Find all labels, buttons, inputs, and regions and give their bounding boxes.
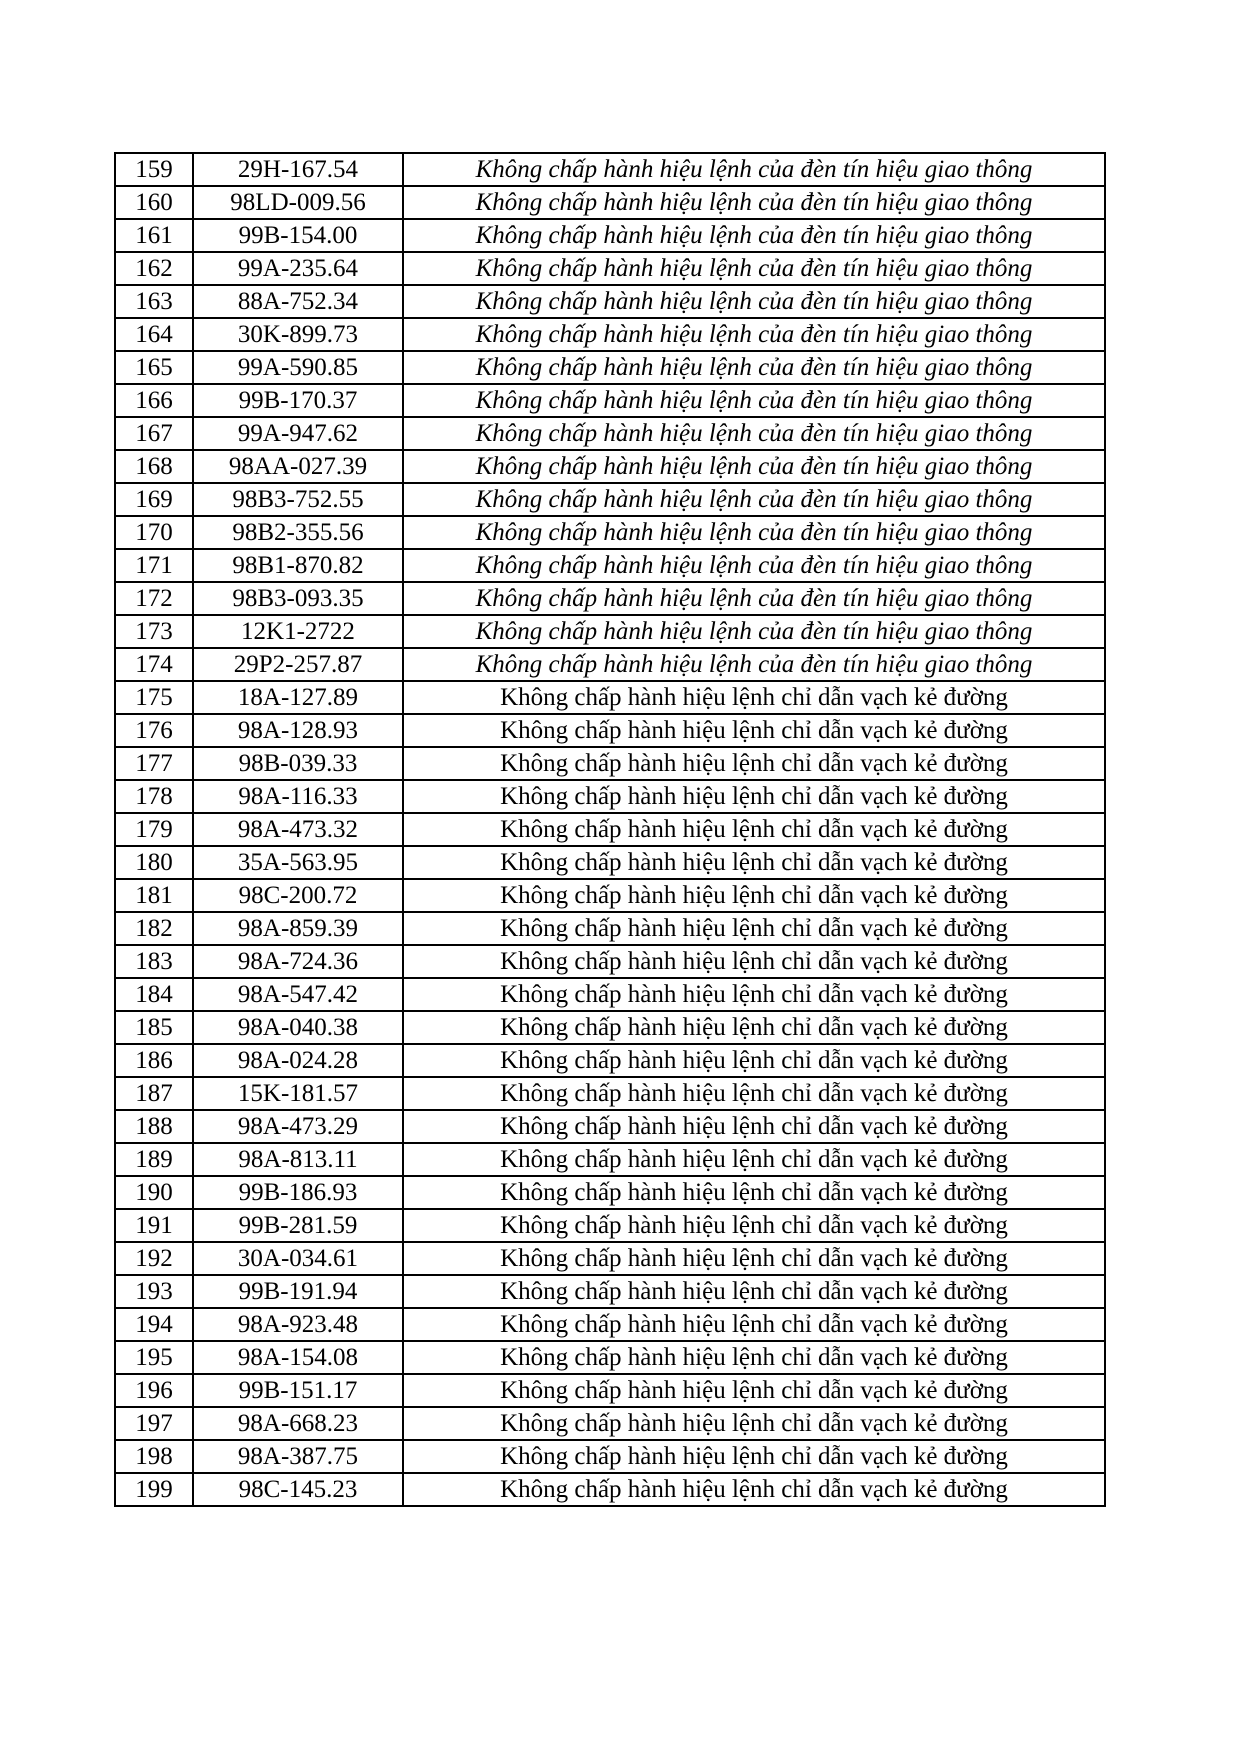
- violation-cell: Không chấp hành hiệu lệnh chỉ dẫn vạch kẻ đường: [403, 1044, 1105, 1077]
- row-number-cell: 193: [115, 1275, 193, 1308]
- violation-cell: Không chấp hành hiệu lệnh của đèn tín hiệu giao thông: [403, 219, 1105, 252]
- table-row: [115, 1077, 1105, 1110]
- violation-cell: Không chấp hành hiệu lệnh của đèn tín hiệu giao thông: [403, 648, 1105, 681]
- license-plate-cell: 99A-947.62: [193, 417, 403, 450]
- row-number-cell: 162: [115, 252, 193, 285]
- license-plate-cell: 99B-170.37: [193, 384, 403, 417]
- row-number-cell: 179: [115, 813, 193, 846]
- license-plate-cell: 99B-281.59: [193, 1209, 403, 1242]
- row-number-cell: 177: [115, 747, 193, 780]
- license-plate-cell: 98B2-355.56: [193, 516, 403, 549]
- violation-cell: Không chấp hành hiệu lệnh chỉ dẫn vạch kẻ đường: [403, 780, 1105, 813]
- violation-cell: Không chấp hành hiệu lệnh chỉ dẫn vạch kẻ đường: [403, 912, 1105, 945]
- row-number-cell: 168: [115, 450, 193, 483]
- table-row: [115, 1473, 1105, 1506]
- row-number-cell: 192: [115, 1242, 193, 1275]
- license-plate-cell: 98A-724.36: [193, 945, 403, 978]
- table-row: [115, 648, 1105, 681]
- table-row: [115, 1143, 1105, 1176]
- row-number-cell: 186: [115, 1044, 193, 1077]
- violation-cell: Không chấp hành hiệu lệnh chỉ dẫn vạch kẻ đường: [403, 1275, 1105, 1308]
- violation-cell: Không chấp hành hiệu lệnh chỉ dẫn vạch kẻ đường: [403, 813, 1105, 846]
- table-row: [115, 318, 1105, 351]
- row-number-cell: 188: [115, 1110, 193, 1143]
- table-row: [115, 582, 1105, 615]
- license-plate-cell: 98A-024.28: [193, 1044, 403, 1077]
- violation-cell: Không chấp hành hiệu lệnh chỉ dẫn vạch kẻ đường: [403, 879, 1105, 912]
- table-row: [115, 285, 1105, 318]
- violation-cell: Không chấp hành hiệu lệnh chỉ dẫn vạch kẻ đường: [403, 1473, 1105, 1506]
- table-row: [115, 1242, 1105, 1275]
- license-plate-cell: 98A-473.32: [193, 813, 403, 846]
- violation-cell: Không chấp hành hiệu lệnh chỉ dẫn vạch kẻ đường: [403, 846, 1105, 879]
- license-plate-cell: 98A-116.33: [193, 780, 403, 813]
- table-row: [115, 1011, 1105, 1044]
- table-row: [115, 1440, 1105, 1473]
- row-number-cell: 166: [115, 384, 193, 417]
- row-number-cell: 173: [115, 615, 193, 648]
- license-plate-cell: 98A-154.08: [193, 1341, 403, 1374]
- violation-cell: Không chấp hành hiệu lệnh của đèn tín hiệu giao thông: [403, 351, 1105, 384]
- license-plate-cell: 35A-563.95: [193, 846, 403, 879]
- violation-cell: Không chấp hành hiệu lệnh của đèn tín hiệu giao thông: [403, 483, 1105, 516]
- license-plate-cell: 88A-752.34: [193, 285, 403, 318]
- table-row: [115, 219, 1105, 252]
- table-row: [115, 516, 1105, 549]
- license-plate-cell: 99A-590.85: [193, 351, 403, 384]
- license-plate-cell: 98B3-093.35: [193, 582, 403, 615]
- row-number-cell: 194: [115, 1308, 193, 1341]
- license-plate-cell: 98A-668.23: [193, 1407, 403, 1440]
- violation-cell: Không chấp hành hiệu lệnh chỉ dẫn vạch kẻ đường: [403, 681, 1105, 714]
- row-number-cell: 191: [115, 1209, 193, 1242]
- table-row: [115, 1308, 1105, 1341]
- violation-cell: Không chấp hành hiệu lệnh của đèn tín hiệu giao thông: [403, 450, 1105, 483]
- table-row: [115, 1275, 1105, 1308]
- table-row: [115, 384, 1105, 417]
- violation-cell: Không chấp hành hiệu lệnh của đèn tín hiệu giao thông: [403, 582, 1105, 615]
- row-number-cell: 163: [115, 285, 193, 318]
- violation-cell: Không chấp hành hiệu lệnh chỉ dẫn vạch kẻ đường: [403, 747, 1105, 780]
- violation-cell: Không chấp hành hiệu lệnh của đèn tín hiệu giao thông: [403, 285, 1105, 318]
- table-row: [115, 186, 1105, 219]
- table-row: [115, 978, 1105, 1011]
- license-plate-cell: 98A-813.11: [193, 1143, 403, 1176]
- table-row: [115, 1110, 1105, 1143]
- license-plate-cell: 30A-034.61: [193, 1242, 403, 1275]
- table-row: [115, 879, 1105, 912]
- table-row: [115, 912, 1105, 945]
- table-row: [115, 1209, 1105, 1242]
- row-number-cell: 160: [115, 186, 193, 219]
- row-number-cell: 161: [115, 219, 193, 252]
- license-plate-cell: 98A-128.93: [193, 714, 403, 747]
- row-number-cell: 164: [115, 318, 193, 351]
- license-plate-cell: 99B-191.94: [193, 1275, 403, 1308]
- table-row: [115, 813, 1105, 846]
- row-number-cell: 198: [115, 1440, 193, 1473]
- violation-cell: Không chấp hành hiệu lệnh chỉ dẫn vạch kẻ đường: [403, 1374, 1105, 1407]
- table-row: [115, 1374, 1105, 1407]
- table-row: [115, 417, 1105, 450]
- violation-cell: Không chấp hành hiệu lệnh chỉ dẫn vạch kẻ đường: [403, 1407, 1105, 1440]
- violation-cell: Không chấp hành hiệu lệnh chỉ dẫn vạch kẻ đường: [403, 1242, 1105, 1275]
- license-plate-cell: 12K1-2722: [193, 615, 403, 648]
- row-number-cell: 165: [115, 351, 193, 384]
- table-row: [115, 483, 1105, 516]
- license-plate-cell: 98A-040.38: [193, 1011, 403, 1044]
- table-row: [115, 681, 1105, 714]
- license-plate-cell: 99B-154.00: [193, 219, 403, 252]
- row-number-cell: 189: [115, 1143, 193, 1176]
- row-number-cell: 172: [115, 582, 193, 615]
- license-plate-cell: 98LD-009.56: [193, 186, 403, 219]
- row-number-cell: 174: [115, 648, 193, 681]
- table-row: [115, 615, 1105, 648]
- violation-cell: Không chấp hành hiệu lệnh chỉ dẫn vạch kẻ đường: [403, 945, 1105, 978]
- row-number-cell: 195: [115, 1341, 193, 1374]
- row-number-cell: 190: [115, 1176, 193, 1209]
- table-row: [115, 1044, 1105, 1077]
- violation-cell: Không chấp hành hiệu lệnh chỉ dẫn vạch kẻ đường: [403, 1110, 1105, 1143]
- license-plate-cell: 98B1-870.82: [193, 549, 403, 582]
- table-row: [115, 351, 1105, 384]
- table-body: [115, 153, 1105, 1506]
- license-plate-cell: 98B3-752.55: [193, 483, 403, 516]
- violation-cell: Không chấp hành hiệu lệnh của đèn tín hiệu giao thông: [403, 186, 1105, 219]
- table-row: [115, 846, 1105, 879]
- table-row: [115, 153, 1105, 186]
- row-number-cell: 183: [115, 945, 193, 978]
- table-row: [115, 747, 1105, 780]
- violation-cell: Không chấp hành hiệu lệnh của đèn tín hiệu giao thông: [403, 252, 1105, 285]
- table-row: [115, 1341, 1105, 1374]
- row-number-cell: 197: [115, 1407, 193, 1440]
- table-row: [115, 780, 1105, 813]
- row-number-cell: 176: [115, 714, 193, 747]
- license-plate-cell: 98C-145.23: [193, 1473, 403, 1506]
- violation-cell: Không chấp hành hiệu lệnh chỉ dẫn vạch kẻ đường: [403, 1440, 1105, 1473]
- row-number-cell: 196: [115, 1374, 193, 1407]
- row-number-cell: 187: [115, 1077, 193, 1110]
- violation-cell: Không chấp hành hiệu lệnh chỉ dẫn vạch kẻ đường: [403, 1011, 1105, 1044]
- violation-cell: Không chấp hành hiệu lệnh của đèn tín hiệu giao thông: [403, 384, 1105, 417]
- violation-cell: Không chấp hành hiệu lệnh chỉ dẫn vạch kẻ đường: [403, 978, 1105, 1011]
- license-plate-cell: 98A-473.29: [193, 1110, 403, 1143]
- violation-cell: Không chấp hành hiệu lệnh chỉ dẫn vạch kẻ đường: [403, 1341, 1105, 1374]
- violation-cell: Không chấp hành hiệu lệnh chỉ dẫn vạch kẻ đường: [403, 1209, 1105, 1242]
- violation-cell: Không chấp hành hiệu lệnh của đèn tín hiệu giao thông: [403, 615, 1105, 648]
- license-plate-cell: 29P2-257.87: [193, 648, 403, 681]
- row-number-cell: 175: [115, 681, 193, 714]
- table-row: [115, 549, 1105, 582]
- table-row: [115, 1407, 1105, 1440]
- violation-cell: Không chấp hành hiệu lệnh của đèn tín hiệu giao thông: [403, 516, 1105, 549]
- license-plate-cell: 18A-127.89: [193, 681, 403, 714]
- violations-table: [114, 152, 1106, 1507]
- row-number-cell: 180: [115, 846, 193, 879]
- row-number-cell: 185: [115, 1011, 193, 1044]
- license-plate-cell: 98AA-027.39: [193, 450, 403, 483]
- license-plate-cell: 30K-899.73: [193, 318, 403, 351]
- row-number-cell: 178: [115, 780, 193, 813]
- violation-cell: Không chấp hành hiệu lệnh của đèn tín hiệu giao thông: [403, 417, 1105, 450]
- violation-cell: Không chấp hành hiệu lệnh chỉ dẫn vạch kẻ đường: [403, 714, 1105, 747]
- violation-cell: Không chấp hành hiệu lệnh chỉ dẫn vạch kẻ đường: [403, 1176, 1105, 1209]
- violation-cell: Không chấp hành hiệu lệnh chỉ dẫn vạch kẻ đường: [403, 1308, 1105, 1341]
- license-plate-cell: 29H-167.54: [193, 153, 403, 186]
- violation-cell: Không chấp hành hiệu lệnh của đèn tín hiệu giao thông: [403, 549, 1105, 582]
- license-plate-cell: 98A-923.48: [193, 1308, 403, 1341]
- row-number-cell: 199: [115, 1473, 193, 1506]
- violation-cell: Không chấp hành hiệu lệnh chỉ dẫn vạch kẻ đường: [403, 1077, 1105, 1110]
- license-plate-cell: 99A-235.64: [193, 252, 403, 285]
- license-plate-cell: 99B-186.93: [193, 1176, 403, 1209]
- violation-cell: Không chấp hành hiệu lệnh của đèn tín hiệu giao thông: [403, 153, 1105, 186]
- table-row: [115, 945, 1105, 978]
- table-row: [115, 252, 1105, 285]
- violation-cell: Không chấp hành hiệu lệnh chỉ dẫn vạch kẻ đường: [403, 1143, 1105, 1176]
- license-plate-cell: 98C-200.72: [193, 879, 403, 912]
- license-plate-cell: 98A-859.39: [193, 912, 403, 945]
- violation-cell: Không chấp hành hiệu lệnh của đèn tín hiệu giao thông: [403, 318, 1105, 351]
- license-plate-cell: 99B-151.17: [193, 1374, 403, 1407]
- row-number-cell: 167: [115, 417, 193, 450]
- row-number-cell: 182: [115, 912, 193, 945]
- row-number-cell: 169: [115, 483, 193, 516]
- row-number-cell: 184: [115, 978, 193, 1011]
- license-plate-cell: 98A-387.75: [193, 1440, 403, 1473]
- row-number-cell: 181: [115, 879, 193, 912]
- table-row: [115, 1176, 1105, 1209]
- license-plate-cell: 98B-039.33: [193, 747, 403, 780]
- row-number-cell: 159: [115, 153, 193, 186]
- table-row: [115, 450, 1105, 483]
- row-number-cell: 171: [115, 549, 193, 582]
- row-number-cell: 170: [115, 516, 193, 549]
- license-plate-cell: 98A-547.42: [193, 978, 403, 1011]
- table-row: [115, 714, 1105, 747]
- license-plate-cell: 15K-181.57: [193, 1077, 403, 1110]
